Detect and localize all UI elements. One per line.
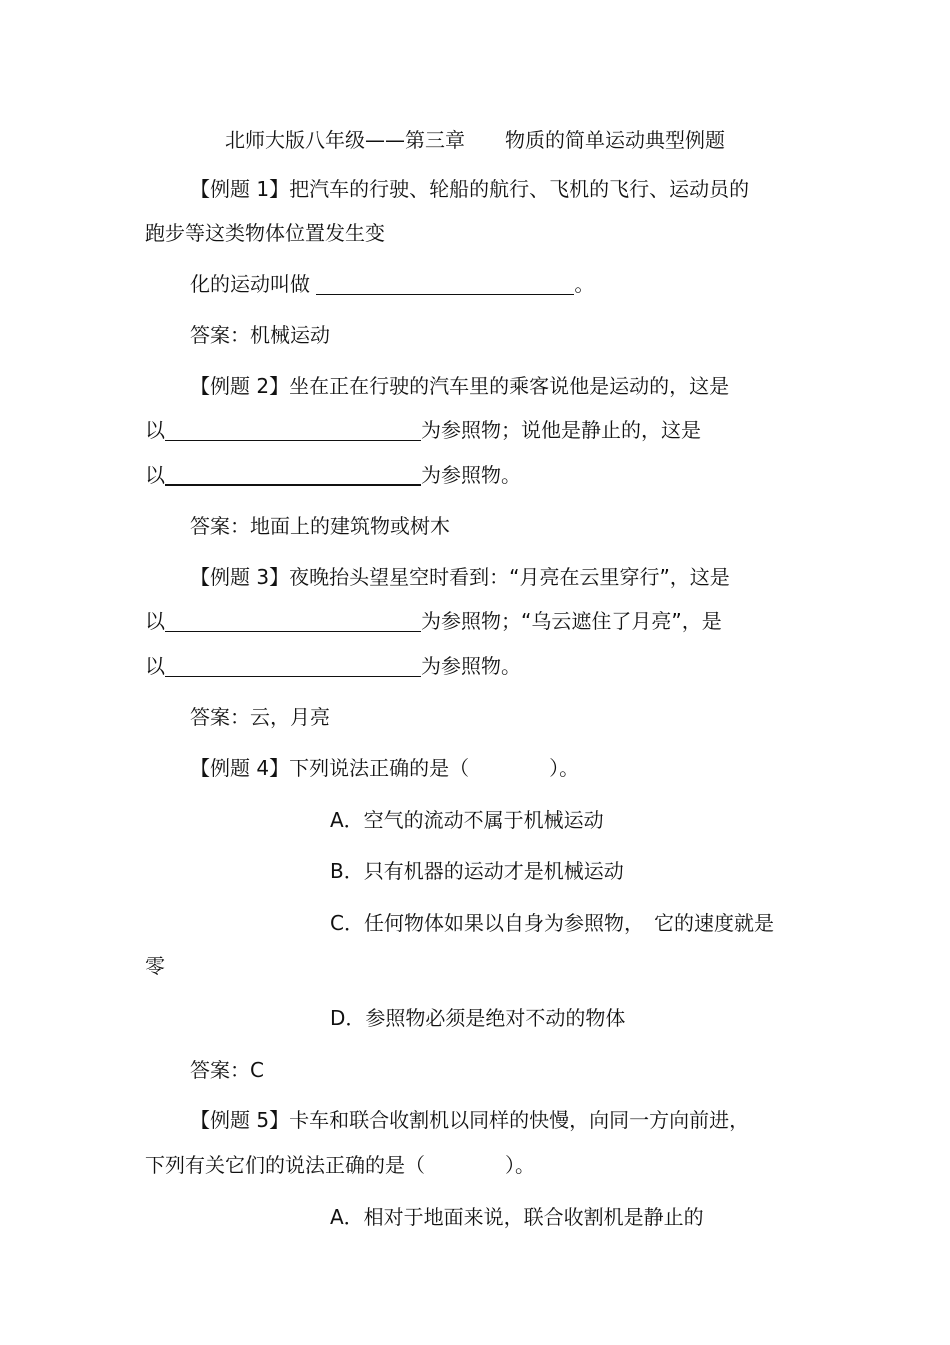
q1-text-line1: 【例题 1】把汽车的行驶、轮船的航行、飞机的飞行、运动员的 (190, 177, 750, 201)
q4-option-c-cont: 零 (145, 954, 165, 978)
q2-line3-pre: 以 (145, 463, 165, 487)
q3-line2-pre: 以 (145, 609, 165, 633)
q1-answer: 答案：机械运动 (190, 323, 330, 347)
q4-option-b: B．只有机器的运动才是机械运动 (330, 859, 624, 883)
q3-line3-pre: 以 (145, 654, 165, 678)
q2-line2-pre: 以 (145, 418, 165, 442)
q2-line3-post: 为参照物。 (421, 463, 521, 487)
q3-text-line2 (145, 609, 722, 633)
q3-blank-1 (165, 611, 421, 632)
q5-option-a: A．相对于地面来说，联合收割机是静止的 (330, 1205, 704, 1229)
q4-option-d: D．参照物必须是绝对不动的物体 (330, 1006, 626, 1030)
q2-text-line2 (145, 418, 701, 442)
q3-line3-post: 为参照物。 (421, 654, 521, 678)
q1-line3-post: 。 (574, 272, 595, 296)
q4-answer: 答案：C (190, 1058, 264, 1082)
q5-text-line1: 【例题 5】卡车和联合收割机以同样的快慢，向同一方向前进， (190, 1108, 750, 1132)
q1-line3-pre: 化的运动叫做 (190, 272, 317, 296)
q3-answer: 答案：云，月亮 (190, 705, 330, 729)
q1-blank (316, 274, 574, 295)
q2-answer: 答案：地面上的建筑物或树木 (190, 514, 450, 538)
q2-text-line3 (145, 463, 521, 487)
q4-option-c: C．任何物体如果以自身为参照物， 它的速度就是 (330, 911, 774, 935)
q5-text-line2: 下列有关它们的说法正确的是（ ）。 (145, 1153, 535, 1177)
q3-text-line1: 【例题 3】夜晚抬头望星空时看到：“月亮在云里穿行”，这是 (190, 565, 730, 589)
q2-blank-1 (165, 420, 421, 441)
page-title: 北师大版八年级——第三章 物质的简单运动典型例题 (225, 128, 725, 152)
q3-blank-2 (165, 656, 421, 677)
q3-line2-post: 为参照物；“乌云遮住了月亮”，是 (421, 609, 722, 633)
q2-text-line1: 【例题 2】坐在正在行驶的汽车里的乘客说他是运动的，这是 (190, 374, 730, 398)
q2-blank-2 (165, 464, 421, 486)
q1-text-line3 (190, 272, 594, 296)
q3-text-line3 (145, 654, 521, 678)
q2-line2-post: 为参照物；说他是静止的，这是 (421, 418, 701, 442)
q1-text-line2: 跑步等这类物体位置发生变 (145, 221, 385, 245)
q4-text-line1: 【例题 4】下列说法正确的是（ ）。 (190, 756, 580, 780)
q4-option-a: A．空气的流动不属于机械运动 (330, 808, 604, 832)
